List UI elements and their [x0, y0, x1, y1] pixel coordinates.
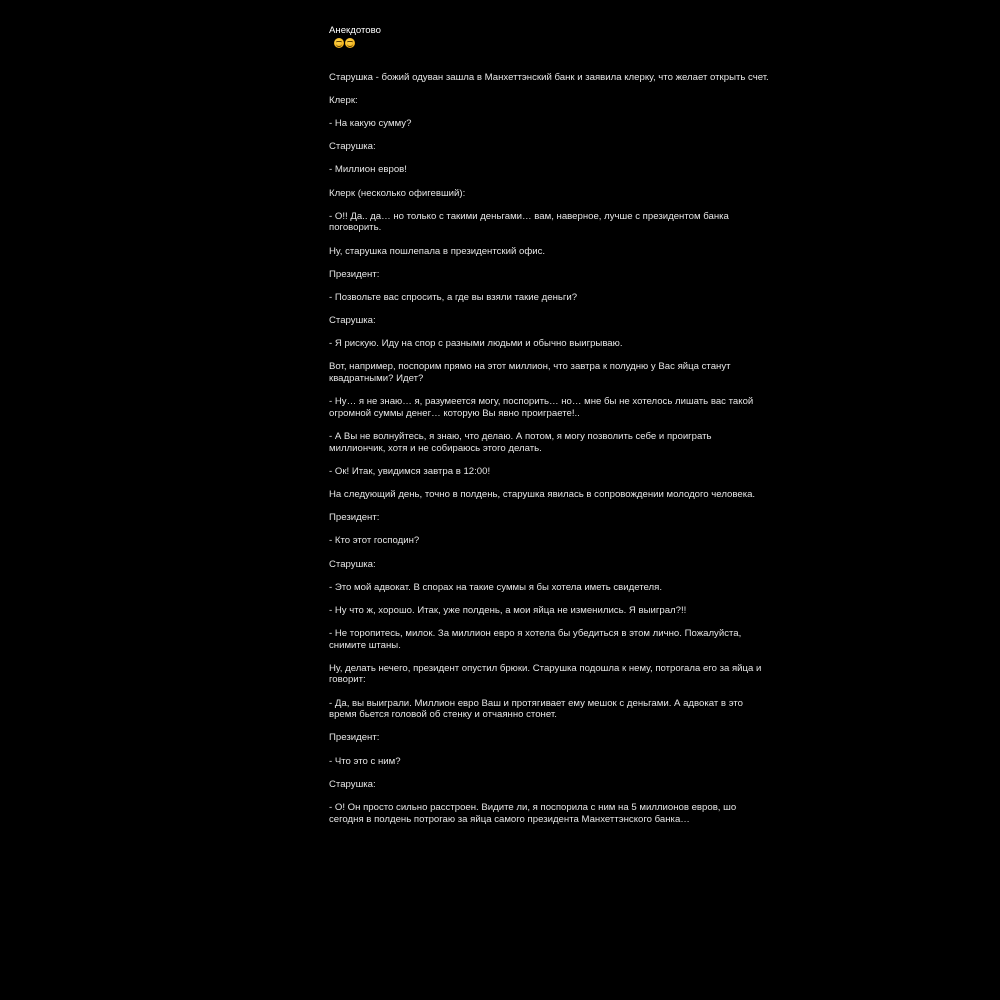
paragraph: На следующий день, точно в полдень, старушка явилась в сопровождении молодого человека.: [329, 488, 756, 500]
paragraph: - Да, вы выиграли. Миллион евро Ваш и протягивает ему мешок с деньгами. А адвокат в это время бьется головой об стенку и отчаянно стонет.: [329, 697, 744, 721]
paragraph: - Я рискую. Иду на спор с разными людьми и обычно выигрываю.: [329, 338, 623, 350]
paragraph: Старушка:: [329, 315, 376, 327]
paragraph: - Ок! Итак, увидимся завтра в 12:00!: [329, 465, 491, 477]
paragraph: - О!! Да.. да… но только с такими деньгами… вам, наверное, лучше с президентом банка поговорить.: [329, 210, 729, 234]
paragraph: - Кто этот господин?: [329, 535, 420, 547]
paragraph: Ну, старушка пошлепала в президентский офис.: [329, 245, 546, 257]
paragraph: Ну, делать нечего, президент опустил брюки. Старушка подошла к нему, потрогала его за яйца и говорит:: [329, 662, 762, 686]
paragraph: - Ну… я не знаю… я, разумеется могу, поспорить… но… мне бы не хотелось лишать вас такой огромной суммы денег… которую Вы явно проиграете!..: [329, 396, 754, 419]
channel-name[interactable]: Анекдотово: [329, 25, 381, 36]
paragraph: Старушка - божий одуван зашла в Манхеттэнский банк и заявила клерку, что желает открыть счет.: [329, 71, 769, 83]
paragraph: Старушка:: [329, 558, 376, 570]
post: [329, 25, 769, 837]
paragraph: - О! Он просто сильно расстроен. Видите ли, я поспорила с ним на 5 миллионов евров, шо сегодня в полдень потрогаю за яйца самого президента Манхеттэнского банка…: [329, 802, 737, 825]
paragraph: - На какую сумму?: [329, 117, 412, 129]
post-header: [329, 25, 769, 48]
paragraph: - Миллион евров!: [329, 164, 407, 176]
paragraph: Президент:: [329, 732, 380, 744]
paragraph: - А Вы не волнуйтесь, я знаю, что делаю. А потом, я могу позволить себе и проиграть миллиончик, хотя и не собираюсь этого делать.: [329, 431, 712, 454]
grinning-squinting-face-icon: [345, 38, 355, 48]
paragraph: - Ну что ж, хорошо. Итак, уже полдень, а мои яйца не изменились. Я выиграл?!!: [329, 604, 687, 616]
paragraph: Клерк (несколько офигевший):: [329, 187, 466, 199]
paragraph: Старушка:: [329, 141, 376, 153]
emoji-row: [334, 38, 769, 48]
paragraph: - Это мой адвокат. В спорах на такие суммы я бы хотела иметь свидетеля.: [329, 581, 662, 593]
grinning-face-icon: [334, 38, 344, 48]
paragraph: Президент:: [329, 268, 380, 280]
paragraph: - Не торопитесь, милок. За миллион евро я хотела бы убедиться в этом лично. Пожалуйста, снимите штаны.: [329, 628, 742, 651]
paragraph: Старушка:: [329, 778, 376, 790]
paragraph: - Позвольте вас спросить, а где вы взяли такие деньги?: [329, 291, 578, 303]
paragraph: Президент:: [329, 512, 380, 524]
post-body: [329, 72, 769, 826]
paragraph: - Что это с ним?: [329, 755, 401, 767]
paragraph: Клерк:: [329, 94, 358, 106]
paragraph: Вот, например, поспорим прямо на этот миллион, что завтра к полудню у Вас яйца станут квадратными? Идет?: [329, 361, 731, 385]
